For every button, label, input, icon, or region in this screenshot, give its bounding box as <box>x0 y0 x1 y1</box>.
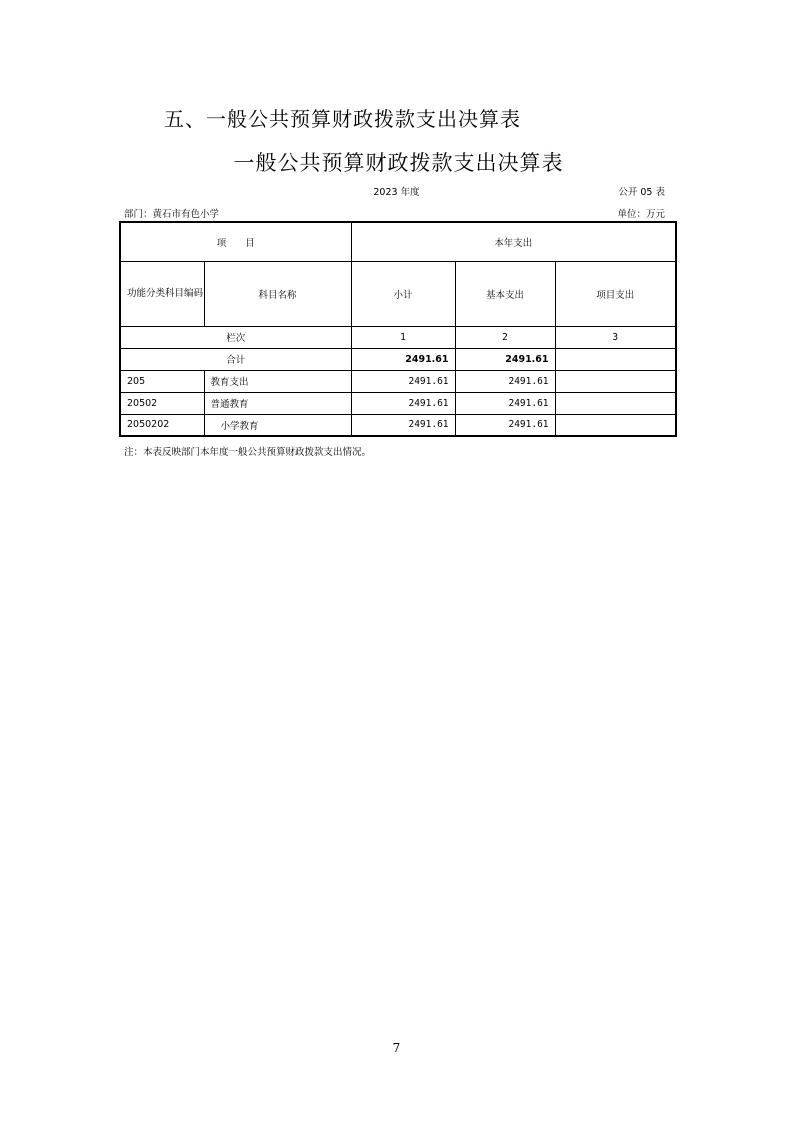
row-name: 小学教育 <box>204 414 351 436</box>
header-func-code: 功能分类科目编码 <box>120 261 204 326</box>
department-label: 部门：黄石市有色小学 <box>124 209 220 220</box>
total-label: 合计 <box>120 348 351 370</box>
row-project <box>555 392 676 414</box>
row-subtotal: 2491.61 <box>351 392 455 414</box>
unit-label: 单位：万元 <box>617 209 665 220</box>
header-row-sub <box>120 261 676 326</box>
row-basic: 2491.61 <box>455 414 555 436</box>
column-number-label: 栏次 <box>120 326 351 348</box>
total-subtotal: 2491.61 <box>351 348 455 370</box>
total-row <box>120 348 676 370</box>
total-project <box>555 348 676 370</box>
header-current-year-expense: 本年支出 <box>351 222 676 261</box>
row-name: 教育支出 <box>204 370 351 392</box>
table-note: 注：本表反映部门本年度一般公共预算财政拨款支出情况。 <box>124 447 372 458</box>
row-name: 普通教育 <box>204 392 351 414</box>
column-number-1: 1 <box>351 326 455 348</box>
row-subtotal: 2491.61 <box>351 414 455 436</box>
row-code: 205 <box>120 370 204 392</box>
table-row <box>120 392 676 414</box>
table-row <box>120 414 676 436</box>
header-subtotal: 小计 <box>351 261 455 326</box>
header-row-top <box>120 222 676 261</box>
page-number: 7 <box>392 1041 401 1055</box>
column-number-3: 3 <box>555 326 676 348</box>
year-label: 2023 年度 <box>373 187 420 198</box>
row-project <box>555 414 676 436</box>
row-code: 20502 <box>120 392 204 414</box>
column-number-2: 2 <box>455 326 555 348</box>
header-project-expense: 项目支出 <box>555 261 676 326</box>
header-item: 项 目 <box>120 222 351 261</box>
total-basic: 2491.61 <box>455 348 555 370</box>
row-basic: 2491.61 <box>455 392 555 414</box>
table-title: 一般公共预算财政拨款支出决算表 <box>233 151 564 175</box>
table-row <box>120 370 676 392</box>
section-heading: 五、一般公共预算财政拨款支出决算表 <box>164 107 521 131</box>
row-subtotal: 2491.61 <box>351 370 455 392</box>
expenditure-table <box>119 221 677 437</box>
header-subject-name: 科目名称 <box>204 261 351 326</box>
header-basic-expense: 基本支出 <box>455 261 555 326</box>
row-basic: 2491.61 <box>455 370 555 392</box>
row-project <box>555 370 676 392</box>
public-table-number: 公开 05 表 <box>618 187 665 198</box>
row-code: 2050202 <box>120 414 204 436</box>
column-number-row <box>120 326 676 348</box>
